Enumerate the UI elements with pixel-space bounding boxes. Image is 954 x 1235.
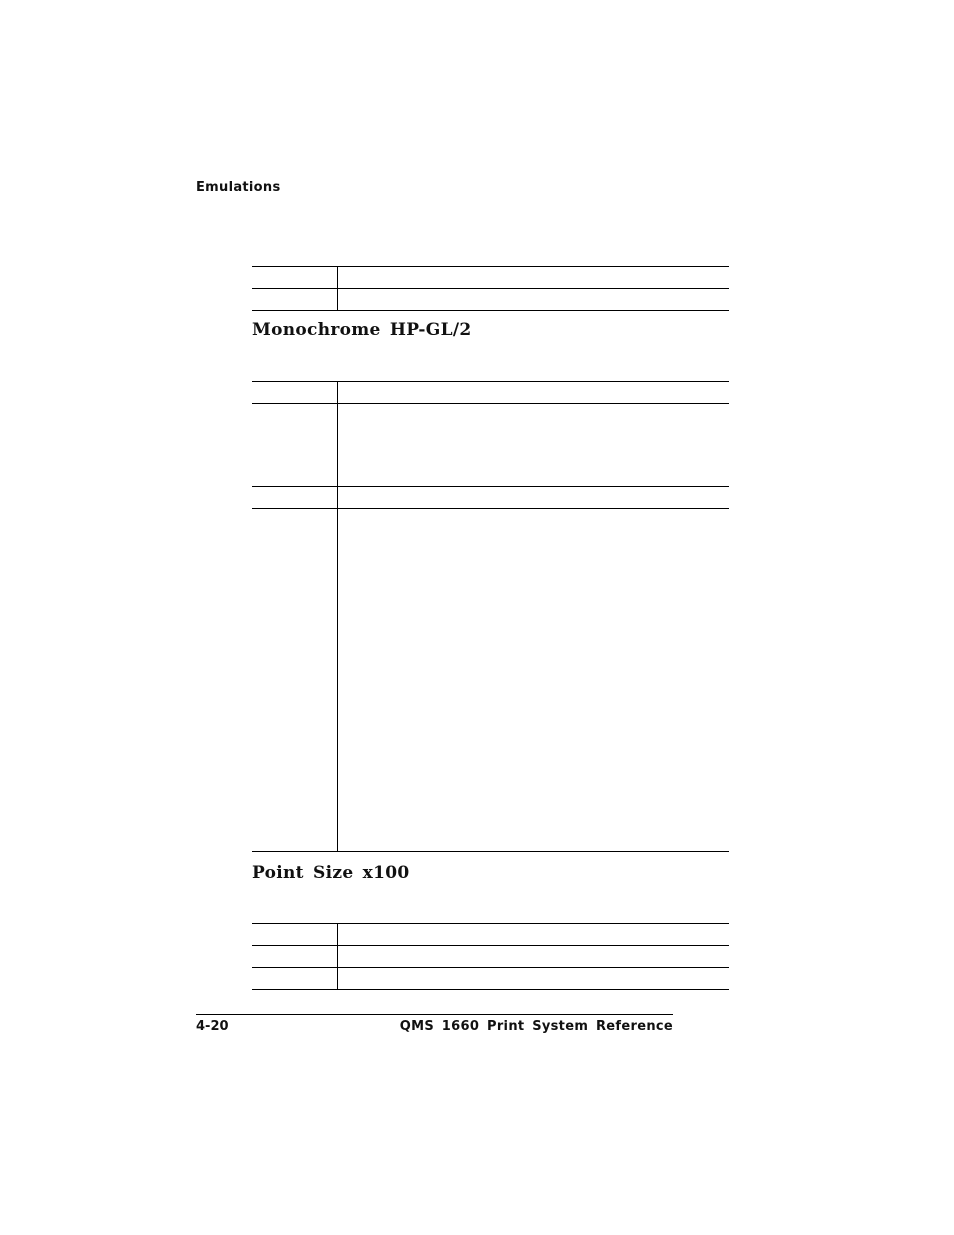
table-cell-label [252, 924, 338, 946]
table-cell-value [338, 487, 730, 509]
table-row [252, 267, 729, 289]
table-cell-value [338, 924, 730, 946]
table-row [252, 404, 729, 487]
table-cell-value [338, 946, 730, 968]
table-cell-label [252, 509, 338, 852]
table-cell-value [338, 289, 730, 311]
book-title: QMS 1660 Print System Reference [399, 1019, 673, 1034]
option-table [252, 923, 729, 990]
table-cell-label [252, 289, 338, 311]
option-table [252, 381, 729, 852]
option-table [252, 266, 729, 311]
table-cell-label [252, 267, 338, 289]
table-row [252, 946, 729, 968]
section-heading-monochrome-hpgl2: Monochrome HP-GL/2 [252, 320, 472, 340]
table-row [252, 509, 729, 852]
page-number: 4-20 [196, 1019, 229, 1034]
section-heading-point-size: Point Size x100 [252, 863, 410, 883]
table-cell-value [338, 404, 730, 487]
table-row [252, 289, 729, 311]
table-cell-value [338, 968, 730, 990]
table-cell-label [252, 946, 338, 968]
table-cell-label [252, 968, 338, 990]
table-cell-value [338, 509, 730, 852]
table-cell-value [338, 267, 730, 289]
table-row [252, 924, 729, 946]
table-row [252, 968, 729, 990]
table-row [252, 382, 729, 404]
table-cell-label [252, 382, 338, 404]
running-head: Emulations [196, 180, 281, 195]
table-row [252, 487, 729, 509]
table-cell-label [252, 404, 338, 487]
footer-rule [196, 1014, 673, 1015]
table-cell-value [338, 382, 730, 404]
table-cell-label [252, 487, 338, 509]
